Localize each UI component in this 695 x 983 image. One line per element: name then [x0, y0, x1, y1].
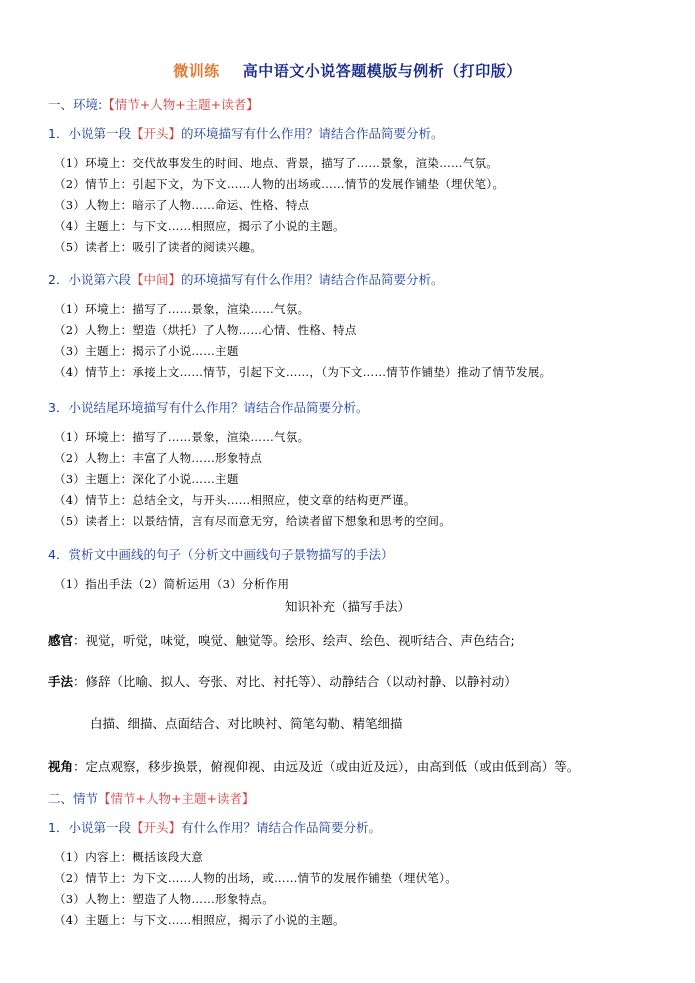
question-pre: 2．小说第六段: [48, 272, 131, 287]
question-5: [48, 818, 381, 836]
answer-line: （1）环境上：交代故事发生的时间、地点、背景，描写了……景象，渲染……气氛。: [54, 156, 499, 170]
answer-line: （3）主题上：深化了小说……主题: [54, 472, 239, 486]
section-bracket: 【情节+人物+主题+读者】: [98, 791, 255, 806]
title-prefix: 微训练: [173, 62, 220, 80]
question-bracket: 【开头】: [130, 820, 181, 835]
answer-line: （2）情节上：为下文……人物的出场，或……情节的发展作铺垫（埋伏笔）。: [54, 871, 458, 885]
answer-line: （1）环境上：描写了……景象，渲染……气氛。: [54, 430, 310, 444]
answer-line: （2）情节上：引起下文，为下文……人物的出场或……情节的发展作铺垫（埋伏笔）。: [54, 177, 505, 191]
section-heading-plot: [48, 789, 254, 807]
question-post: 的环境描写有什么作用？请结合作品简要分析。: [180, 126, 444, 141]
view-text: ：定点观察，移步换景，俯视仰视、由远及近（或由近及远），由高到低（或由低到高）等。: [73, 759, 580, 774]
answer-line: （2）人物上：丰富了人物……形象特点: [54, 451, 263, 465]
section-bracket: 【情节+人物+主题+读者】: [102, 97, 259, 112]
answer-line: （3）主题上：揭示了小说……主题: [54, 344, 239, 358]
answer-line: （1）环境上：描写了……景象，渲染……气氛。: [54, 302, 310, 316]
view-label: 视角: [48, 759, 74, 774]
question-post: 有什么作用？请结合作品简要分析。: [180, 820, 381, 835]
answer-line: （1）指出手法（2）简析运用（3）分析作用: [54, 577, 290, 591]
answer-line: （3）人物上：暗示了人物……命运、性格、特点: [54, 198, 310, 212]
view-line: [48, 757, 579, 775]
supplement-heading: 知识补充（描写手法）: [284, 599, 410, 614]
section-prefix: 一、环境:: [48, 97, 103, 112]
title-main: 高中语文小说答题模版与例析（打印版）: [242, 62, 522, 80]
question-bracket: 【中间】: [130, 272, 181, 287]
question-2: [48, 270, 444, 288]
senses-line: [48, 631, 515, 649]
question-bracket: 【开头】: [130, 126, 181, 141]
page-title: [0, 60, 695, 81]
question-pre: 1．小说第一段: [48, 820, 131, 835]
question-4: 4．赏析文中画线的句子（分析文中画线句子景物描写的手法）: [48, 547, 394, 562]
senses-label: 感官: [48, 633, 74, 648]
answer-line: （2）人物上：塑造（烘托）了人物……心情、性格、特点: [54, 323, 357, 337]
methods-label: 手法: [48, 674, 74, 689]
answer-line: （5）读者上：吸引了读者的阅读兴趣。: [54, 240, 263, 254]
methods-line-2: 白描、细描、点面结合、对比映衬、简笔勾勒、精笔细描: [90, 716, 403, 731]
senses-text: ：视觉，听觉，味觉，嗅觉、触觉等。绘形、绘声、绘色、视听结合、声色结合;: [73, 633, 515, 648]
answer-line: （5）读者上：以景结情，言有尽而意无穷，给读者留下想象和思考的空间。: [54, 514, 452, 528]
question-3: 3．小说结尾环境描写有什么作用？请结合作品简要分析。: [48, 400, 369, 415]
answer-line: （4）情节上：总结全文，与开头……相照应，使文章的结构更严谨。: [54, 493, 416, 507]
answer-line: （1）内容上：概括该段大意: [54, 850, 204, 864]
methods-line: [48, 672, 517, 690]
question-pre: 1．小说第一段: [48, 126, 131, 141]
section-heading-environment: [48, 95, 259, 113]
question-1: [48, 124, 444, 142]
answer-line: （4）主题上：与下文……相照应，揭示了小说的主题。: [54, 913, 345, 927]
question-post: 的环境描写有什么作用？请结合作品简要分析。: [180, 272, 444, 287]
answer-line: （4）主题上：与下文……相照应，揭示了小说的主题。: [54, 219, 345, 233]
answer-line: （3）人物上：塑造了人物……形象特点。: [54, 892, 275, 906]
methods-text: ：修辞（比喻、拟人、夸张、对比、衬托等）、动静结合（以动衬静、以静衬动）: [73, 674, 517, 689]
answer-line: （4）情节上：承接上文……情节，引起下文……，（为下文……情节作铺垫）推动了情节发展。: [54, 365, 552, 379]
section-prefix: 二、情节: [48, 791, 99, 806]
